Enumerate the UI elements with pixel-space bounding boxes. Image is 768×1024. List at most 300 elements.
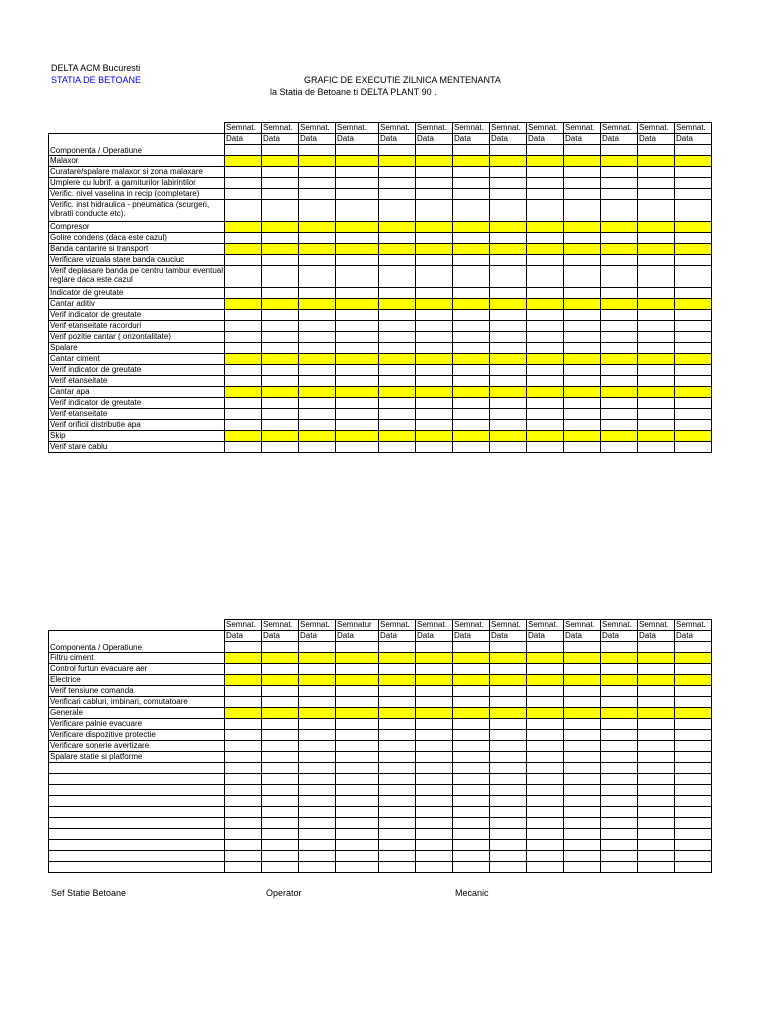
entry-cell[interactable] (601, 299, 638, 310)
entry-cell[interactable] (299, 255, 336, 266)
entry-cell[interactable] (675, 189, 712, 200)
entry-cell[interactable] (416, 343, 453, 354)
entry-cell[interactable] (225, 774, 262, 785)
entry-cell[interactable] (262, 442, 299, 453)
entry-cell[interactable] (416, 851, 453, 862)
entry-cell[interactable] (490, 642, 527, 653)
entry-cell[interactable] (638, 200, 675, 222)
entry-cell[interactable] (416, 145, 453, 156)
entry-cell[interactable] (225, 233, 262, 244)
entry-cell[interactable] (675, 642, 712, 653)
entry-cell[interactable] (490, 321, 527, 332)
entry-cell[interactable] (638, 288, 675, 299)
entry-cell[interactable] (262, 310, 299, 321)
entry-cell[interactable] (490, 653, 527, 664)
entry-cell[interactable] (336, 741, 379, 752)
entry-cell[interactable] (379, 233, 416, 244)
entry-cell[interactable] (225, 365, 262, 376)
entry-cell[interactable] (638, 332, 675, 343)
entry-cell[interactable] (416, 189, 453, 200)
entry-cell[interactable] (453, 167, 490, 178)
entry-cell[interactable] (416, 398, 453, 409)
entry-cell[interactable] (601, 851, 638, 862)
entry-cell[interactable] (601, 365, 638, 376)
entry-cell[interactable] (675, 420, 712, 431)
entry-cell[interactable] (527, 387, 564, 398)
entry-cell[interactable] (416, 664, 453, 675)
entry-cell[interactable] (225, 332, 262, 343)
entry-cell[interactable] (262, 697, 299, 708)
entry-cell[interactable] (336, 409, 379, 420)
entry-cell[interactable] (379, 420, 416, 431)
entry-cell[interactable] (299, 222, 336, 233)
entry-cell[interactable] (527, 851, 564, 862)
entry-cell[interactable] (453, 719, 490, 730)
entry-cell[interactable] (564, 156, 601, 167)
entry-cell[interactable] (564, 420, 601, 431)
entry-cell[interactable] (527, 167, 564, 178)
entry-cell[interactable] (379, 719, 416, 730)
entry-cell[interactable] (564, 365, 601, 376)
entry-cell[interactable] (416, 785, 453, 796)
entry-cell[interactable] (416, 653, 453, 664)
entry-cell[interactable] (638, 708, 675, 719)
entry-cell[interactable] (336, 796, 379, 807)
entry-cell[interactable] (299, 741, 336, 752)
entry-cell[interactable] (336, 167, 379, 178)
entry-cell[interactable] (527, 675, 564, 686)
entry-cell[interactable] (336, 675, 379, 686)
entry-cell[interactable] (416, 365, 453, 376)
entry-cell[interactable] (262, 222, 299, 233)
entry-cell[interactable] (490, 200, 527, 222)
entry-cell[interactable] (601, 807, 638, 818)
entry-cell[interactable] (675, 398, 712, 409)
entry-cell[interactable] (336, 288, 379, 299)
entry-cell[interactable] (299, 178, 336, 189)
entry-cell[interactable] (416, 730, 453, 741)
entry-cell[interactable] (262, 862, 299, 873)
entry-cell[interactable] (638, 642, 675, 653)
entry-cell[interactable] (601, 145, 638, 156)
entry-cell[interactable] (675, 763, 712, 774)
entry-cell[interactable] (453, 200, 490, 222)
entry-cell[interactable] (490, 796, 527, 807)
entry-cell[interactable] (379, 332, 416, 343)
entry-cell[interactable] (675, 255, 712, 266)
entry-cell[interactable] (225, 255, 262, 266)
entry-cell[interactable] (336, 299, 379, 310)
entry-cell[interactable] (675, 167, 712, 178)
entry-cell[interactable] (453, 675, 490, 686)
entry-cell[interactable] (675, 719, 712, 730)
entry-cell[interactable] (564, 244, 601, 255)
entry-cell[interactable] (225, 189, 262, 200)
entry-cell[interactable] (336, 840, 379, 851)
entry-cell[interactable] (527, 145, 564, 156)
entry-cell[interactable] (601, 741, 638, 752)
entry-cell[interactable] (675, 332, 712, 343)
entry-cell[interactable] (225, 409, 262, 420)
entry-cell[interactable] (336, 686, 379, 697)
entry-cell[interactable] (336, 387, 379, 398)
entry-cell[interactable] (527, 398, 564, 409)
entry-cell[interactable] (225, 719, 262, 730)
entry-cell[interactable] (453, 244, 490, 255)
entry-cell[interactable] (225, 321, 262, 332)
entry-cell[interactable] (453, 398, 490, 409)
entry-cell[interactable] (336, 233, 379, 244)
entry-cell[interactable] (299, 343, 336, 354)
entry-cell[interactable] (675, 741, 712, 752)
entry-cell[interactable] (336, 222, 379, 233)
entry-cell[interactable] (527, 255, 564, 266)
entry-cell[interactable] (453, 752, 490, 763)
entry-cell[interactable] (416, 244, 453, 255)
entry-cell[interactable] (453, 255, 490, 266)
entry-cell[interactable] (638, 321, 675, 332)
entry-cell[interactable] (638, 653, 675, 664)
entry-cell[interactable] (601, 763, 638, 774)
entry-cell[interactable] (638, 244, 675, 255)
entry-cell[interactable] (490, 664, 527, 675)
entry-cell[interactable] (379, 376, 416, 387)
entry-cell[interactable] (379, 200, 416, 222)
entry-cell[interactable] (299, 200, 336, 222)
entry-cell[interactable] (299, 321, 336, 332)
entry-cell[interactable] (638, 851, 675, 862)
entry-cell[interactable] (225, 862, 262, 873)
entry-cell[interactable] (453, 741, 490, 752)
entry-cell[interactable] (564, 167, 601, 178)
entry-cell[interactable] (601, 200, 638, 222)
entry-cell[interactable] (262, 752, 299, 763)
entry-cell[interactable] (416, 719, 453, 730)
entry-cell[interactable] (453, 818, 490, 829)
entry-cell[interactable] (336, 431, 379, 442)
entry-cell[interactable] (379, 156, 416, 167)
entry-cell[interactable] (416, 266, 453, 288)
entry-cell[interactable] (453, 442, 490, 453)
entry-cell[interactable] (299, 233, 336, 244)
entry-cell[interactable] (453, 145, 490, 156)
entry-cell[interactable] (416, 741, 453, 752)
entry-cell[interactable] (675, 244, 712, 255)
entry-cell[interactable] (675, 862, 712, 873)
entry-cell[interactable] (453, 343, 490, 354)
entry-cell[interactable] (336, 189, 379, 200)
entry-cell[interactable] (336, 862, 379, 873)
entry-cell[interactable] (601, 752, 638, 763)
entry-cell[interactable] (564, 409, 601, 420)
entry-cell[interactable] (675, 200, 712, 222)
entry-cell[interactable] (675, 365, 712, 376)
entry-cell[interactable] (638, 233, 675, 244)
entry-cell[interactable] (379, 178, 416, 189)
entry-cell[interactable] (564, 266, 601, 288)
entry-cell[interactable] (564, 431, 601, 442)
entry-cell[interactable] (262, 387, 299, 398)
entry-cell[interactable] (564, 741, 601, 752)
entry-cell[interactable] (299, 818, 336, 829)
entry-cell[interactable] (527, 222, 564, 233)
entry-cell[interactable] (225, 145, 262, 156)
entry-cell[interactable] (675, 178, 712, 189)
entry-cell[interactable] (490, 807, 527, 818)
entry-cell[interactable] (490, 354, 527, 365)
entry-cell[interactable] (225, 222, 262, 233)
entry-cell[interactable] (262, 653, 299, 664)
entry-cell[interactable] (601, 719, 638, 730)
entry-cell[interactable] (453, 387, 490, 398)
entry-cell[interactable] (490, 387, 527, 398)
entry-cell[interactable] (601, 255, 638, 266)
entry-cell[interactable] (336, 354, 379, 365)
entry-cell[interactable] (379, 807, 416, 818)
entry-cell[interactable] (564, 697, 601, 708)
entry-cell[interactable] (601, 442, 638, 453)
entry-cell[interactable] (299, 387, 336, 398)
entry-cell[interactable] (336, 156, 379, 167)
entry-cell[interactable] (638, 167, 675, 178)
entry-cell[interactable] (638, 343, 675, 354)
entry-cell[interactable] (527, 774, 564, 785)
entry-cell[interactable] (527, 752, 564, 763)
entry-cell[interactable] (453, 653, 490, 664)
entry-cell[interactable] (453, 409, 490, 420)
entry-cell[interactable] (416, 442, 453, 453)
entry-cell[interactable] (336, 255, 379, 266)
entry-cell[interactable] (675, 785, 712, 796)
entry-cell[interactable] (675, 288, 712, 299)
entry-cell[interactable] (379, 321, 416, 332)
entry-cell[interactable] (601, 343, 638, 354)
entry-cell[interactable] (262, 244, 299, 255)
entry-cell[interactable] (675, 343, 712, 354)
entry-cell[interactable] (336, 376, 379, 387)
entry-cell[interactable] (336, 785, 379, 796)
entry-cell[interactable] (601, 862, 638, 873)
entry-cell[interactable] (601, 266, 638, 288)
entry-cell[interactable] (564, 686, 601, 697)
entry-cell[interactable] (262, 818, 299, 829)
entry-cell[interactable] (299, 774, 336, 785)
entry-cell[interactable] (564, 354, 601, 365)
entry-cell[interactable] (675, 818, 712, 829)
entry-cell[interactable] (225, 310, 262, 321)
entry-cell[interactable] (638, 752, 675, 763)
entry-cell[interactable] (564, 178, 601, 189)
entry-cell[interactable] (601, 664, 638, 675)
entry-cell[interactable] (527, 288, 564, 299)
entry-cell[interactable] (225, 288, 262, 299)
entry-cell[interactable] (564, 829, 601, 840)
entry-cell[interactable] (453, 829, 490, 840)
entry-cell[interactable] (527, 719, 564, 730)
entry-cell[interactable] (527, 829, 564, 840)
entry-cell[interactable] (564, 387, 601, 398)
entry-cell[interactable] (262, 189, 299, 200)
entry-cell[interactable] (675, 697, 712, 708)
entry-cell[interactable] (527, 730, 564, 741)
entry-cell[interactable] (564, 675, 601, 686)
entry-cell[interactable] (675, 664, 712, 675)
entry-cell[interactable] (262, 299, 299, 310)
entry-cell[interactable] (564, 730, 601, 741)
entry-cell[interactable] (490, 818, 527, 829)
entry-cell[interactable] (262, 829, 299, 840)
entry-cell[interactable] (336, 178, 379, 189)
entry-cell[interactable] (601, 829, 638, 840)
entry-cell[interactable] (601, 796, 638, 807)
entry-cell[interactable] (379, 774, 416, 785)
entry-cell[interactable] (564, 222, 601, 233)
entry-cell[interactable] (527, 178, 564, 189)
entry-cell[interactable] (336, 730, 379, 741)
entry-cell[interactable] (601, 785, 638, 796)
entry-cell[interactable] (564, 807, 601, 818)
entry-cell[interactable] (490, 222, 527, 233)
entry-cell[interactable] (379, 785, 416, 796)
entry-cell[interactable] (416, 862, 453, 873)
entry-cell[interactable] (299, 189, 336, 200)
entry-cell[interactable] (262, 365, 299, 376)
entry-cell[interactable] (675, 299, 712, 310)
entry-cell[interactable] (601, 409, 638, 420)
entry-cell[interactable] (675, 376, 712, 387)
entry-cell[interactable] (379, 708, 416, 719)
entry-cell[interactable] (225, 840, 262, 851)
entry-cell[interactable] (416, 255, 453, 266)
entry-cell[interactable] (490, 365, 527, 376)
entry-cell[interactable] (675, 796, 712, 807)
entry-cell[interactable] (675, 708, 712, 719)
entry-cell[interactable] (416, 387, 453, 398)
entry-cell[interactable] (601, 642, 638, 653)
entry-cell[interactable] (490, 167, 527, 178)
entry-cell[interactable] (638, 730, 675, 741)
entry-cell[interactable] (416, 288, 453, 299)
entry-cell[interactable] (262, 409, 299, 420)
entry-cell[interactable] (675, 310, 712, 321)
entry-cell[interactable] (379, 642, 416, 653)
entry-cell[interactable] (601, 398, 638, 409)
entry-cell[interactable] (262, 774, 299, 785)
entry-cell[interactable] (490, 255, 527, 266)
entry-cell[interactable] (490, 409, 527, 420)
entry-cell[interactable] (527, 343, 564, 354)
entry-cell[interactable] (453, 156, 490, 167)
entry-cell[interactable] (490, 752, 527, 763)
entry-cell[interactable] (601, 431, 638, 442)
entry-cell[interactable] (416, 642, 453, 653)
entry-cell[interactable] (416, 233, 453, 244)
entry-cell[interactable] (490, 310, 527, 321)
entry-cell[interactable] (527, 354, 564, 365)
entry-cell[interactable] (601, 420, 638, 431)
entry-cell[interactable] (416, 840, 453, 851)
entry-cell[interactable] (262, 840, 299, 851)
entry-cell[interactable] (638, 222, 675, 233)
entry-cell[interactable] (490, 442, 527, 453)
entry-cell[interactable] (564, 785, 601, 796)
entry-cell[interactable] (262, 332, 299, 343)
entry-cell[interactable] (299, 840, 336, 851)
entry-cell[interactable] (379, 697, 416, 708)
entry-cell[interactable] (262, 354, 299, 365)
entry-cell[interactable] (453, 431, 490, 442)
entry-cell[interactable] (453, 763, 490, 774)
entry-cell[interactable] (490, 178, 527, 189)
entry-cell[interactable] (299, 653, 336, 664)
entry-cell[interactable] (490, 189, 527, 200)
entry-cell[interactable] (379, 299, 416, 310)
entry-cell[interactable] (527, 233, 564, 244)
entry-cell[interactable] (564, 442, 601, 453)
entry-cell[interactable] (225, 299, 262, 310)
entry-cell[interactable] (379, 167, 416, 178)
entry-cell[interactable] (336, 310, 379, 321)
entry-cell[interactable] (490, 145, 527, 156)
entry-cell[interactable] (601, 708, 638, 719)
entry-cell[interactable] (527, 664, 564, 675)
entry-cell[interactable] (564, 840, 601, 851)
entry-cell[interactable] (299, 156, 336, 167)
entry-cell[interactable] (564, 145, 601, 156)
entry-cell[interactable] (299, 862, 336, 873)
entry-cell[interactable] (453, 420, 490, 431)
entry-cell[interactable] (416, 178, 453, 189)
entry-cell[interactable] (336, 244, 379, 255)
entry-cell[interactable] (416, 310, 453, 321)
entry-cell[interactable] (299, 332, 336, 343)
entry-cell[interactable] (262, 233, 299, 244)
entry-cell[interactable] (262, 255, 299, 266)
entry-cell[interactable] (638, 156, 675, 167)
entry-cell[interactable] (453, 785, 490, 796)
entry-cell[interactable] (453, 697, 490, 708)
entry-cell[interactable] (262, 851, 299, 862)
entry-cell[interactable] (527, 321, 564, 332)
entry-cell[interactable] (336, 420, 379, 431)
entry-cell[interactable] (453, 189, 490, 200)
entry-cell[interactable] (638, 818, 675, 829)
entry-cell[interactable] (675, 730, 712, 741)
entry-cell[interactable] (299, 442, 336, 453)
entry-cell[interactable] (564, 310, 601, 321)
entry-cell[interactable] (675, 156, 712, 167)
entry-cell[interactable] (262, 376, 299, 387)
entry-cell[interactable] (527, 818, 564, 829)
entry-cell[interactable] (675, 752, 712, 763)
entry-cell[interactable] (675, 807, 712, 818)
entry-cell[interactable] (638, 354, 675, 365)
entry-cell[interactable] (379, 310, 416, 321)
entry-cell[interactable] (564, 653, 601, 664)
entry-cell[interactable] (225, 156, 262, 167)
entry-cell[interactable] (564, 719, 601, 730)
entry-cell[interactable] (416, 708, 453, 719)
entry-cell[interactable] (262, 145, 299, 156)
entry-cell[interactable] (490, 785, 527, 796)
entry-cell[interactable] (416, 156, 453, 167)
entry-cell[interactable] (299, 697, 336, 708)
entry-cell[interactable] (490, 862, 527, 873)
entry-cell[interactable] (379, 288, 416, 299)
entry-cell[interactable] (379, 763, 416, 774)
entry-cell[interactable] (638, 266, 675, 288)
entry-cell[interactable] (262, 708, 299, 719)
